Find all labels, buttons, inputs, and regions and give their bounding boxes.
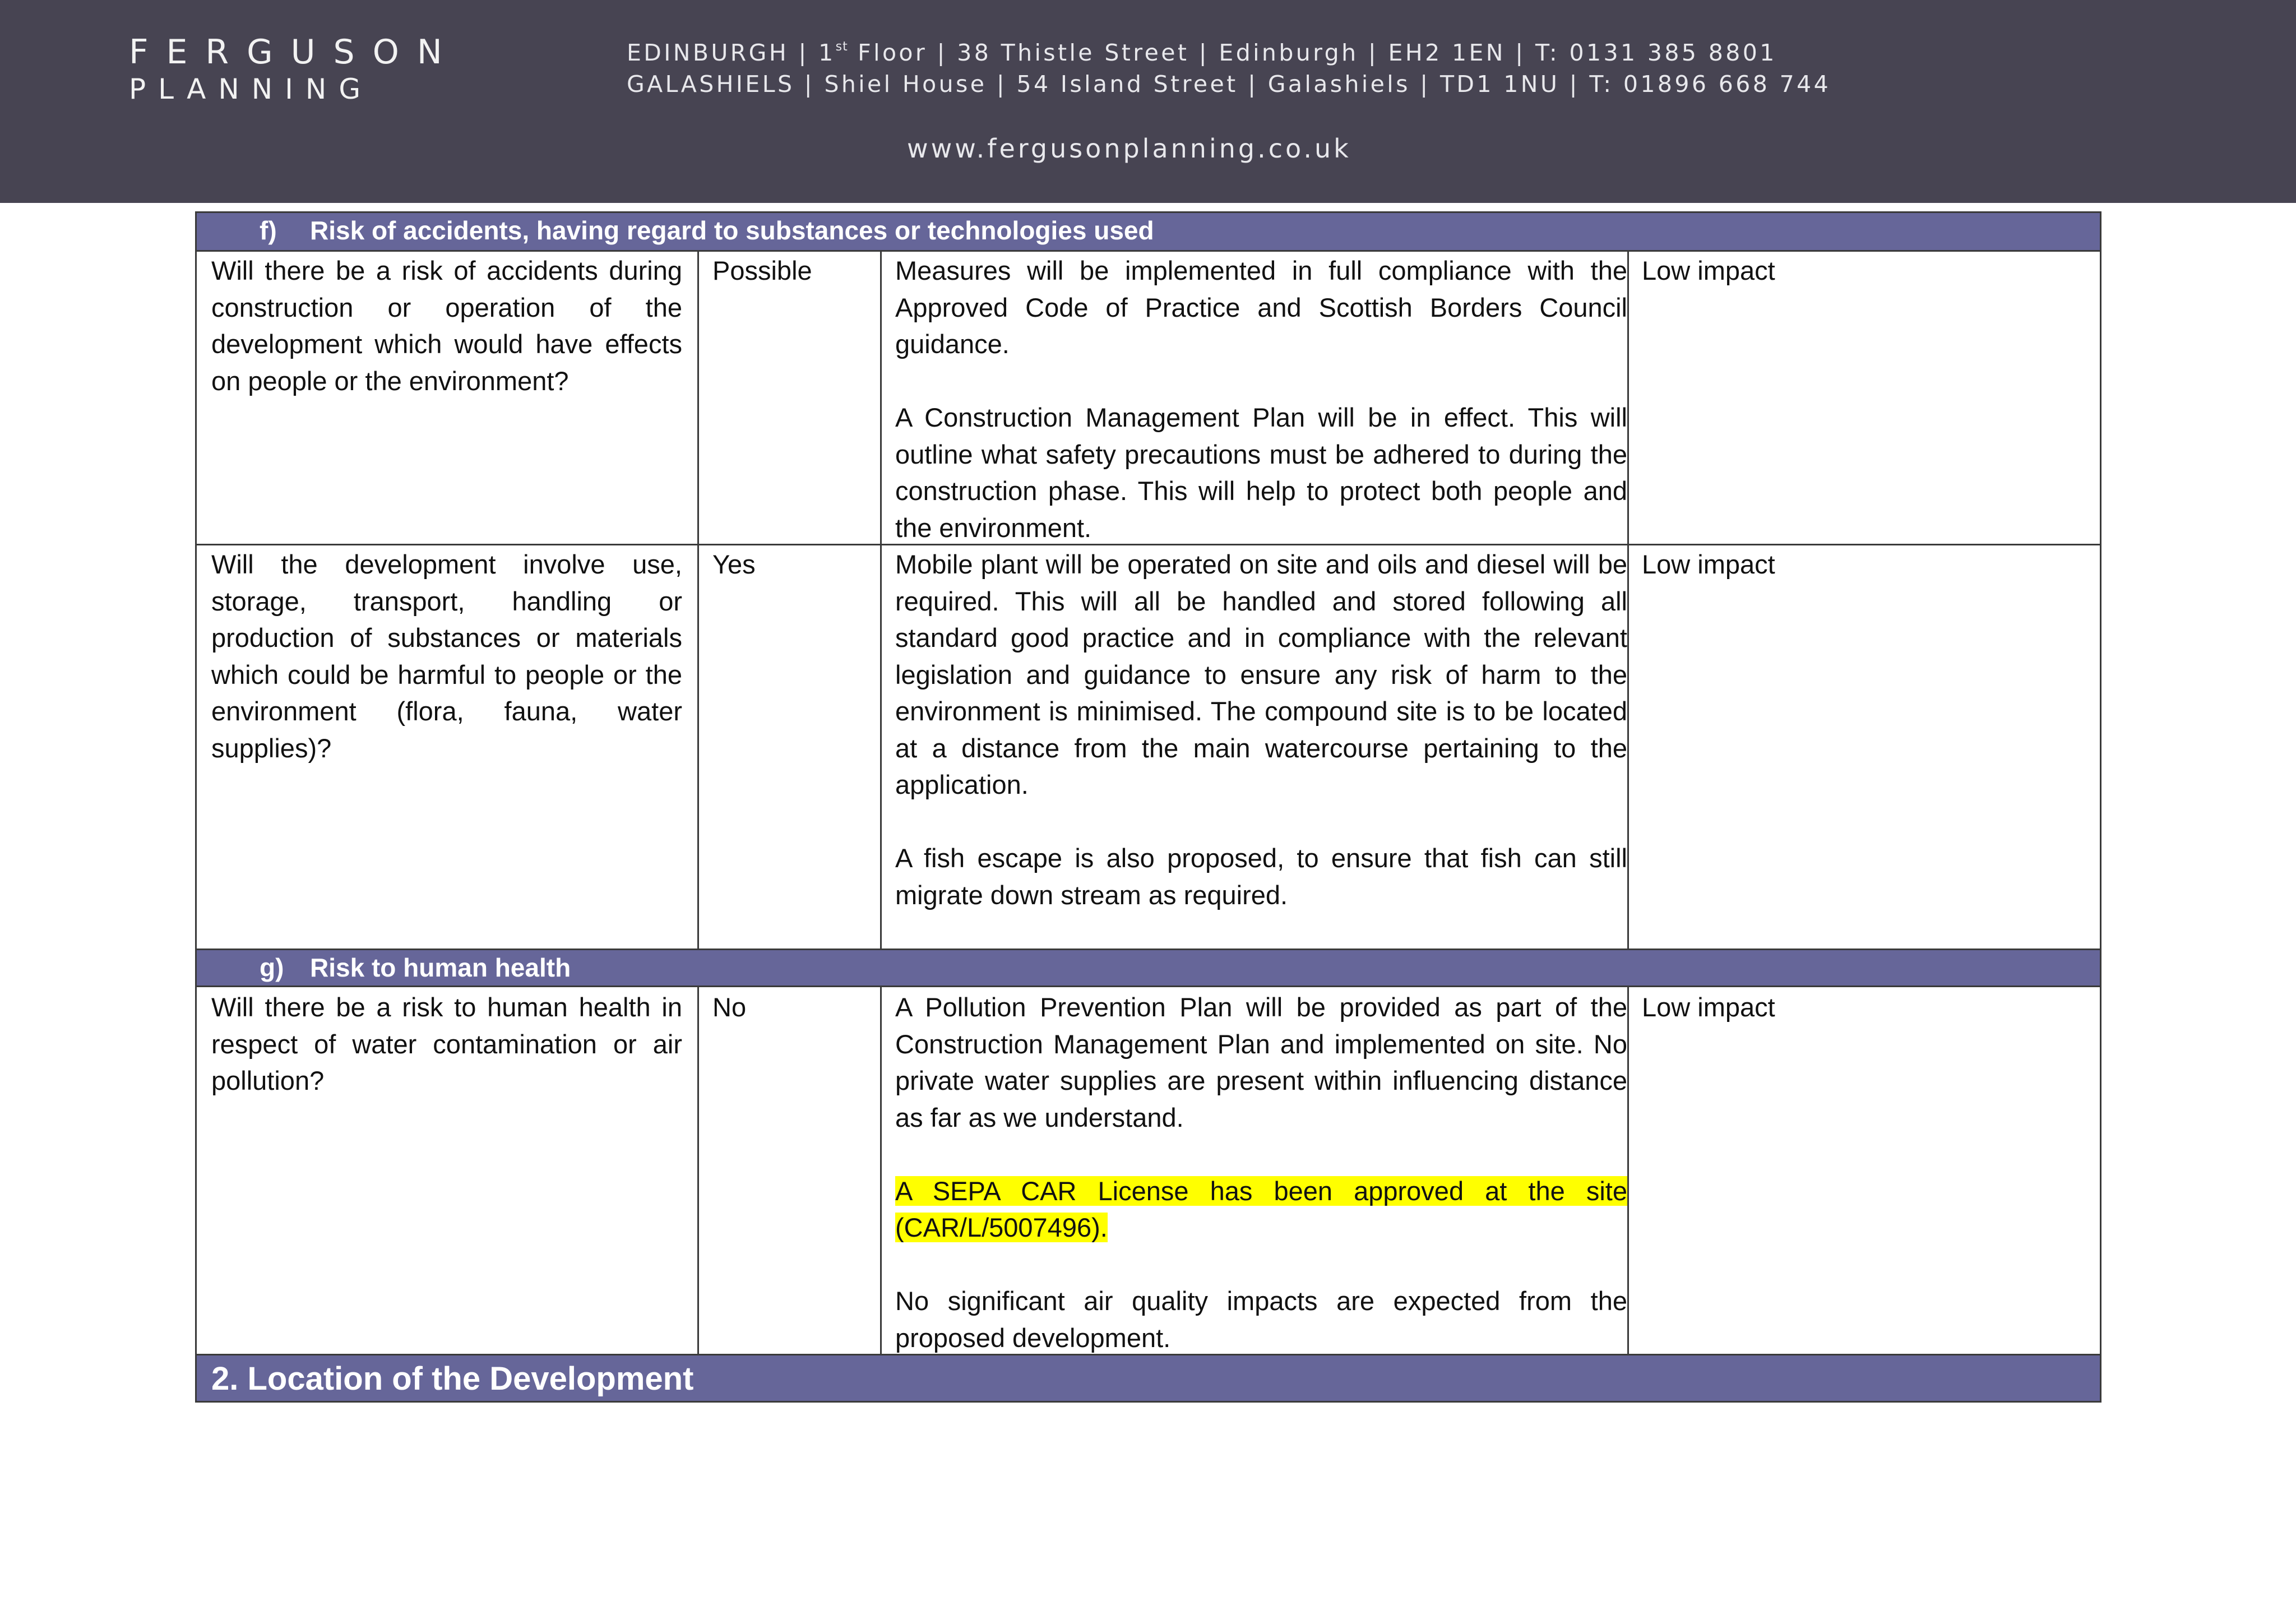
section-title: Risk to human health: [310, 953, 571, 982]
comment-cell: [895, 546, 1627, 913]
section-2-title: 2. Location of the Development: [211, 1361, 694, 1397]
section-2-header: [197, 1354, 2100, 1401]
edinburgh-address: EDINBURGH | 1st Floor | 38 Thistle Street | Edinburgh | EH2 1EN | T: 0131 385 8801: [627, 39, 1777, 66]
screening-table: [195, 211, 2101, 1403]
comment-paragraph: Measures will be implemented in full compliance with the Approved Code of Practice and Scottish Borders Council guidance.: [895, 256, 1627, 359]
highlighted-licence-note: A SEPA CAR License has been approved at the site (CAR/L/5007496).: [895, 1176, 1627, 1242]
column-divider: [880, 252, 882, 949]
column-divider: [1627, 987, 1629, 1354]
column-divider: [880, 987, 882, 1354]
column-divider: [697, 252, 699, 949]
impact-cell: Low impact: [1642, 992, 1775, 1022]
letterhead: [0, 0, 2296, 203]
question-cell: Will there be a risk to human health in respect of water contamination or air pollution?: [211, 992, 682, 1095]
comment-paragraph: A Pollution Prevention Plan will be provided as part of the Construction Management Plan and implemented on site. No private water supplies are present within influencing distance as far as we understand.: [895, 992, 1627, 1132]
question-cell: Will the development involve use, storage, transport, handling or production of substances or materials which could be harmful to people or the environment (flora, fauna, water supplies)?: [211, 549, 682, 763]
column-divider: [697, 987, 699, 1354]
section-number: g): [260, 953, 284, 982]
row-divider: [197, 544, 2100, 545]
comment-paragraph: Mobile plant will be operated on site and oils and diesel will be required. This will all be handled and stored following all standard good practice and in compliance with the relevant legislation and guidance to ensure any risk of harm to the environment is minimised. The compound site is to be located at a distance from the main watercourse pertaining to the application.: [895, 549, 1627, 799]
question-cell: Will there be a risk of accidents during construction or operation of the development which would have effects on people or the environment?: [211, 256, 682, 396]
answer-cell: Yes: [712, 549, 756, 579]
column-divider: [1627, 252, 1629, 949]
office-addresses: [627, 37, 1831, 100]
section-number: f): [260, 216, 277, 245]
answer-cell: Possible: [712, 256, 812, 285]
section-header-g: [197, 949, 2100, 987]
website-link[interactable]: www.fergusonplanning.co.uk: [907, 133, 1351, 164]
comment-cell: [895, 252, 1627, 546]
impact-cell: Low impact: [1642, 549, 1775, 579]
comment-paragraph: No significant air quality impacts are expected from the proposed development.: [895, 1286, 1627, 1353]
section-title: Risk of accidents, having regard to substances or technologies used: [310, 216, 1154, 245]
impact-cell: Low impact: [1642, 256, 1775, 285]
logo-line-1: FERGUSON: [129, 33, 460, 72]
galashiels-address: GALASHIELS | Shiel House | 54 Island Street | Galashiels | TD1 1NU | T: 01896 668 744: [627, 71, 1831, 98]
logo-line-2: PLANNING: [129, 73, 373, 105]
comment-cell: [895, 989, 1627, 1356]
comment-paragraph: A Construction Management Plan will be in effect. This will outline what safety precautions must be adhered to during the construction phase. This will help to protect both people and the environment.: [895, 402, 1627, 543]
comment-paragraph: A fish escape is also proposed, to ensure that fish can still migrate down stream as required.: [895, 843, 1627, 910]
answer-cell: No: [712, 992, 747, 1022]
company-logo: [129, 33, 460, 105]
section-header-f: [197, 213, 2100, 252]
